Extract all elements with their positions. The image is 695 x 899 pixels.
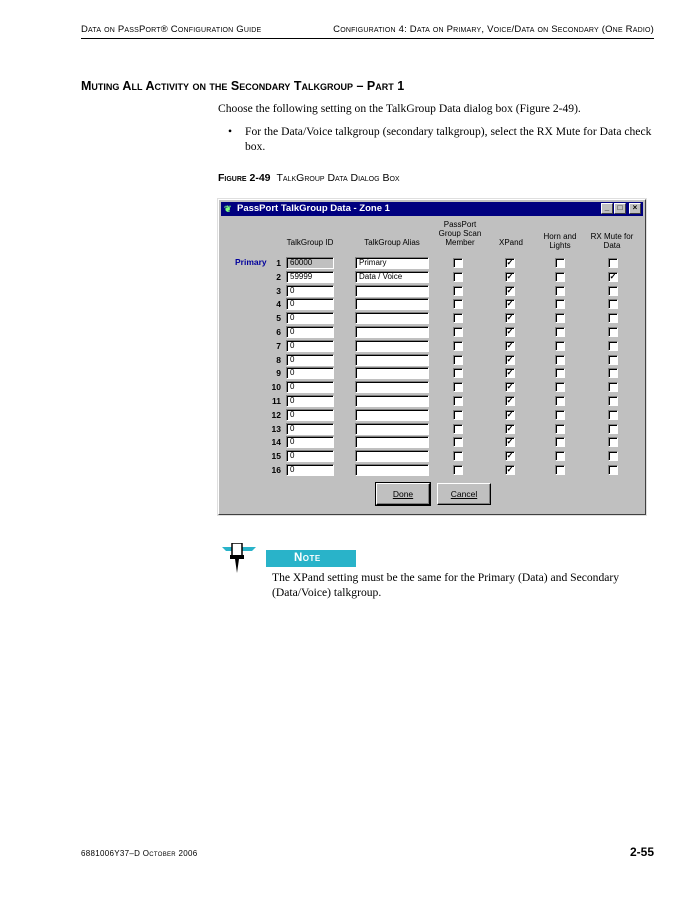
group-scan-checkbox[interactable]: [453, 410, 463, 420]
group-scan-checkbox[interactable]: [453, 327, 463, 337]
row-number: 6: [276, 327, 281, 337]
horn-lights-checkbox[interactable]: [555, 410, 565, 420]
group-scan-checkbox[interactable]: [453, 355, 463, 365]
rx-mute-checkbox[interactable]: [608, 368, 618, 378]
note-pushpin-icon: [222, 543, 256, 575]
talkgroup-alias-input[interactable]: [355, 423, 429, 435]
talkgroup-id-input[interactable]: 0: [286, 409, 334, 421]
horn-lights-checkbox[interactable]: [555, 465, 565, 475]
header-rule: [81, 38, 654, 39]
row-number: 13: [271, 424, 281, 434]
horn-lights-checkbox[interactable]: [555, 451, 565, 461]
rx-mute-checkbox[interactable]: [608, 437, 618, 447]
xpand-checkbox[interactable]: ✓: [506, 355, 514, 364]
group-scan-checkbox[interactable]: [453, 437, 463, 447]
xpand-checkbox[interactable]: ✓: [506, 299, 514, 308]
talkgroup-alias-input[interactable]: [355, 340, 429, 352]
intro-paragraph: Choose the following setting on the TalkGroup Data dialog box (Figure 2-49).: [218, 102, 581, 115]
horn-lights-checkbox[interactable]: [555, 272, 565, 282]
rx-mute-checkbox[interactable]: [608, 396, 618, 406]
dialog-title: PassPort TalkGroup Data - Zone 1: [237, 203, 390, 214]
group-scan-checkbox[interactable]: [453, 341, 463, 351]
talkgroup-id-input[interactable]: 0: [286, 312, 334, 324]
rx-mute-checkbox[interactable]: [608, 313, 618, 323]
note-text: The XPand setting must be the same for the Primary (Data) and Secondary (Data/Voice) talkgroup.: [272, 571, 620, 599]
talkgroup-alias-input[interactable]: [355, 312, 429, 324]
horn-lights-checkbox[interactable]: [555, 437, 565, 447]
horn-lights-checkbox[interactable]: [555, 258, 565, 268]
row-number: 1: [276, 258, 281, 268]
figure-number: Figure 2-49: [218, 172, 271, 184]
col-header-horn-lights: Horn and Lights: [543, 232, 577, 250]
col-header-xpand: XPand: [498, 238, 524, 247]
group-scan-checkbox[interactable]: [453, 286, 463, 296]
talkgroup-alias-input[interactable]: [355, 298, 429, 310]
horn-lights-checkbox[interactable]: [555, 313, 565, 323]
row-number: 15: [271, 451, 281, 461]
talkgroup-id-input[interactable]: 60000: [286, 257, 334, 269]
rx-mute-checkbox[interactable]: [608, 382, 618, 392]
rx-mute-checkbox[interactable]: [608, 341, 618, 351]
talkgroup-alias-input[interactable]: [355, 367, 429, 379]
app-icon: ❦: [224, 204, 232, 214]
horn-lights-checkbox[interactable]: [555, 368, 565, 378]
talkgroup-id-input[interactable]: 0: [286, 285, 334, 297]
group-scan-checkbox[interactable]: [453, 299, 463, 309]
talkgroup-alias-input[interactable]: Primary: [355, 257, 429, 269]
xpand-checkbox[interactable]: ✓: [506, 451, 514, 460]
group-scan-checkbox[interactable]: [453, 382, 463, 392]
xpand-checkbox[interactable]: ✓: [506, 258, 514, 267]
horn-lights-checkbox[interactable]: [555, 396, 565, 406]
talkgroup-alias-input[interactable]: [355, 395, 429, 407]
talkgroup-alias-input[interactable]: [355, 326, 429, 338]
rx-mute-checkbox[interactable]: [608, 451, 618, 461]
maximize-icon[interactable]: □: [614, 203, 626, 214]
talkgroup-id-input[interactable]: 0: [286, 298, 334, 310]
group-scan-checkbox[interactable]: [453, 451, 463, 461]
talkgroup-id-input[interactable]: 0: [286, 464, 334, 476]
talkgroup-id-input[interactable]: 0: [286, 354, 334, 366]
figure-caption: [218, 172, 400, 184]
rx-mute-checkbox[interactable]: [608, 258, 618, 268]
rx-mute-checkbox[interactable]: [608, 286, 618, 296]
group-scan-checkbox[interactable]: [453, 272, 463, 282]
row-number: 12: [271, 410, 281, 420]
horn-lights-checkbox[interactable]: [555, 382, 565, 392]
talkgroup-alias-input[interactable]: [355, 464, 429, 476]
bullet-item: [218, 124, 658, 154]
rx-mute-checkbox[interactable]: [608, 355, 618, 365]
footer-doc-id: 6881006Y37–D October 2006: [81, 849, 198, 858]
row-number: 14: [271, 437, 281, 447]
horn-lights-checkbox[interactable]: [555, 286, 565, 296]
rx-mute-checkbox[interactable]: ✓: [609, 272, 617, 281]
talkgroup-id-input[interactable]: 0: [286, 423, 334, 435]
horn-lights-checkbox[interactable]: [555, 327, 565, 337]
row-number: 7: [276, 341, 281, 351]
rx-mute-checkbox[interactable]: [608, 465, 618, 475]
talkgroup-alias-input[interactable]: [355, 450, 429, 462]
talkgroup-data-dialog: [218, 199, 646, 515]
dialog-titlebar[interactable]: [221, 202, 643, 216]
xpand-checkbox[interactable]: ✓: [506, 410, 514, 419]
group-scan-checkbox[interactable]: [453, 396, 463, 406]
xpand-checkbox[interactable]: ✓: [506, 313, 514, 322]
row-number: 11: [272, 396, 281, 406]
minimize-icon[interactable]: _: [601, 203, 613, 214]
talkgroup-id-input[interactable]: 0: [286, 381, 334, 393]
talkgroup-alias-input[interactable]: Data / Voice: [355, 271, 429, 283]
horn-lights-checkbox[interactable]: [555, 424, 565, 434]
note-label: Note: [266, 550, 356, 567]
done-button[interactable]: [376, 483, 430, 505]
done-label: Done: [392, 489, 414, 499]
group-scan-checkbox[interactable]: [453, 424, 463, 434]
bullet-text: For the Data/Voice talkgroup (secondary talkgroup), select the RX Mute for Data check box.: [245, 125, 652, 153]
rx-mute-checkbox[interactable]: [608, 410, 618, 420]
xpand-checkbox[interactable]: ✓: [506, 272, 514, 281]
rx-mute-checkbox[interactable]: [608, 327, 618, 337]
talkgroup-id-input[interactable]: 0: [286, 395, 334, 407]
running-header-left: Data on PassPort® Configuration Guide: [81, 24, 262, 35]
running-header-right: Configuration 4: Data on Primary, Voice/Data on Secondary (One Radio): [333, 24, 654, 35]
page-number: 2-55: [629, 845, 654, 859]
figure-title: TalkGroup Data Dialog Box: [276, 172, 400, 184]
group-scan-checkbox[interactable]: [453, 313, 463, 323]
col-header-talkgroup-id: TalkGroup ID: [286, 238, 334, 247]
row-number: 16: [271, 465, 281, 475]
rx-mute-checkbox[interactable]: [608, 424, 618, 434]
talkgroup-alias-input[interactable]: [355, 409, 429, 421]
row-number: 10: [271, 382, 281, 392]
cancel-label: Cancel: [450, 489, 478, 499]
talkgroup-id-input[interactable]: 0: [286, 450, 334, 462]
row-number: 3: [276, 286, 281, 296]
xpand-checkbox[interactable]: ✓: [506, 286, 514, 295]
talkgroup-alias-input[interactable]: [355, 381, 429, 393]
group-scan-checkbox[interactable]: [453, 258, 463, 268]
horn-lights-checkbox[interactable]: [555, 341, 565, 351]
horn-lights-checkbox[interactable]: [555, 355, 565, 365]
col-header-talkgroup-alias: TalkGroup Alias: [364, 238, 420, 247]
talkgroup-alias-input[interactable]: [355, 354, 429, 366]
talkgroup-id-input[interactable]: 0: [286, 367, 334, 379]
xpand-checkbox[interactable]: ✓: [506, 396, 514, 405]
row-number: 2: [276, 272, 281, 282]
talkgroup-id-input[interactable]: 59999: [286, 271, 334, 283]
bullet-dot: •: [228, 125, 233, 138]
primary-label: Primary: [235, 257, 267, 267]
xpand-checkbox[interactable]: ✓: [506, 368, 514, 377]
xpand-checkbox[interactable]: ✓: [506, 327, 514, 336]
row-number: 8: [276, 355, 281, 365]
group-scan-checkbox[interactable]: [453, 465, 463, 475]
close-icon[interactable]: ×: [629, 203, 641, 214]
col-header-group-scan: PassPort Group Scan Member: [438, 220, 482, 247]
group-scan-checkbox[interactable]: [453, 368, 463, 378]
section-title: Muting All Activity on the Secondary Talkgroup – Part 1: [81, 79, 405, 93]
row-number: 5: [276, 313, 281, 323]
row-number: 4: [276, 299, 281, 309]
row-number: 9: [276, 368, 281, 378]
talkgroup-alias-input[interactable]: [355, 285, 429, 297]
window-controls: [601, 203, 641, 214]
xpand-checkbox[interactable]: ✓: [506, 465, 514, 474]
horn-lights-checkbox[interactable]: [555, 299, 565, 309]
talkgroup-id-input[interactable]: 0: [286, 340, 334, 352]
rx-mute-checkbox[interactable]: [608, 299, 618, 309]
xpand-checkbox[interactable]: ✓: [506, 382, 514, 391]
talkgroup-alias-input[interactable]: [355, 436, 429, 448]
xpand-checkbox[interactable]: ✓: [506, 437, 514, 446]
xpand-checkbox[interactable]: ✓: [506, 424, 514, 433]
talkgroup-id-input[interactable]: 0: [286, 436, 334, 448]
xpand-checkbox[interactable]: ✓: [506, 341, 514, 350]
cancel-button[interactable]: [437, 483, 491, 505]
col-header-rx-mute: RX Mute for Data: [590, 232, 634, 250]
talkgroup-id-input[interactable]: 0: [286, 326, 334, 338]
